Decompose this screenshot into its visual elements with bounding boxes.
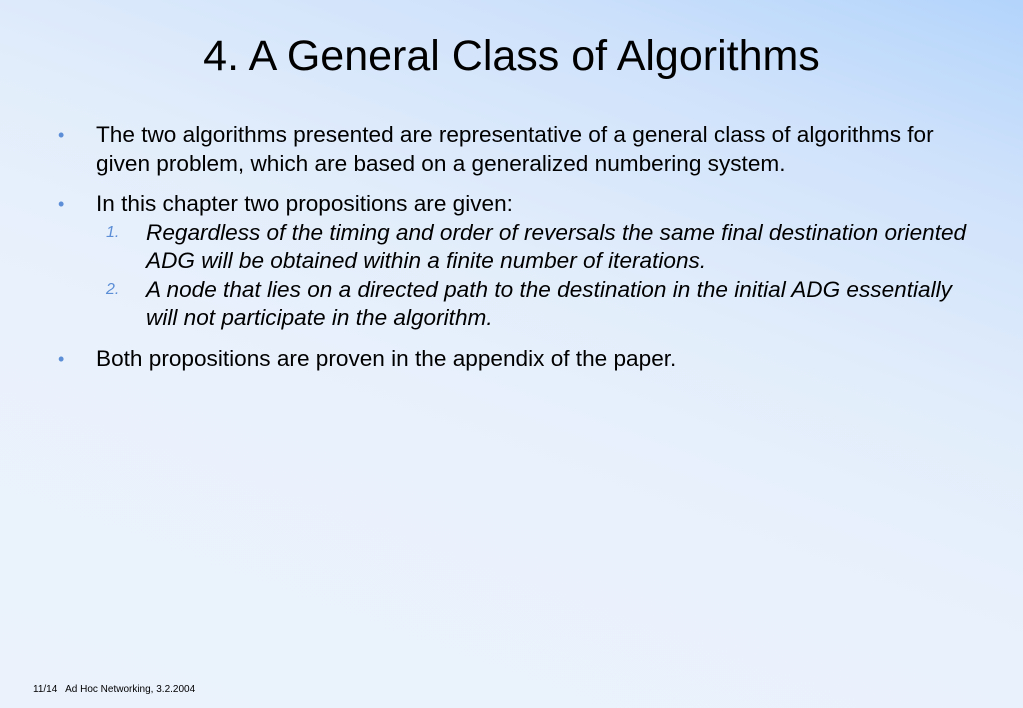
bullet-icon: • — [58, 348, 65, 369]
slide-footer — [33, 684, 195, 696]
numbered-item — [96, 219, 988, 276]
numbered-item — [96, 276, 988, 333]
footer-course: Ad Hoc Networking, 3.2.2004 — [65, 684, 196, 695]
bullet-icon: • — [58, 194, 65, 214]
bullet-text: In this chapter two propositions are given: — [96, 191, 513, 216]
item-number: 1. — [106, 223, 120, 241]
bullet-text: Both propositions are proven in the appendix of the paper. — [96, 345, 677, 371]
bullet-icon: • — [58, 125, 65, 145]
bullet-item — [58, 121, 988, 178]
page-number: 11/14 — [33, 684, 58, 695]
bullet-text: The two algorithms presented are representative of a general class of algorithms for given problem, which are based on a generalized numbering system. — [96, 122, 934, 176]
numbered-item-text: A node that lies on a directed path to the destination in the initial ADG essentially will not participate in the algorithm. — [146, 276, 952, 330]
numbered-item-text: Regardless of the timing and order of reversals the same final destination oriented ADG will be obtained within a finite number of iterations. — [146, 219, 967, 273]
bullet-item — [58, 345, 988, 374]
slide-title: 4. A General Class of Algorithms — [203, 32, 820, 80]
numbered-sublist — [96, 219, 988, 333]
item-number: 2. — [106, 280, 120, 298]
slide-content — [58, 121, 988, 385]
bullet-item — [58, 190, 988, 333]
